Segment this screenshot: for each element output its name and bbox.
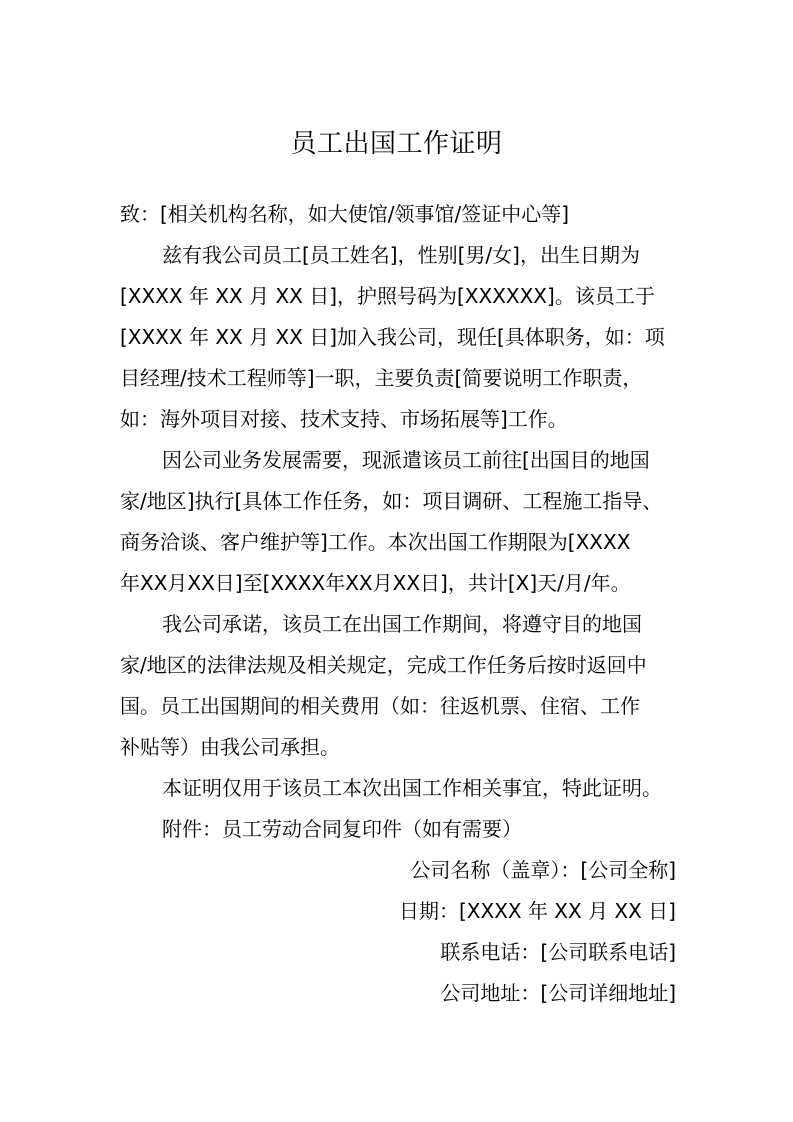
signature-block bbox=[120, 850, 676, 1014]
phone-line: 联系电话：[公司联系电话] bbox=[440, 940, 676, 964]
paragraph-line: 商务洽谈、客户维护等]工作。本次出国工作期限为[XXXX bbox=[120, 530, 631, 554]
paragraph-line: 如：海外项目对接、技术支持、市场拓展等]工作。 bbox=[120, 407, 568, 431]
paragraph-line: 兹有我公司员工[员工姓名]，性别[男/女]，出生日期为 bbox=[162, 243, 640, 267]
paragraph-line: 年XX月XX日]至[XXXX年XX月XX日]，共计[X]天/月/年。 bbox=[120, 571, 631, 595]
paragraph-employee-info bbox=[120, 235, 676, 440]
attachment-line: 附件：员工劳动合同复印件（如有需要） bbox=[162, 817, 522, 841]
paragraph-line: 补贴等）由我公司承担。 bbox=[120, 735, 340, 759]
paragraph-line: 家/地区的法律法规及相关规定，完成工作任务后按时返回中 bbox=[120, 653, 647, 677]
paragraph-line: 目经理/技术工程师等]一职，主要负责[简要说明工作职责， bbox=[120, 366, 643, 390]
date-line: 日期：[XXXX 年 XX 月 XX 日] bbox=[398, 899, 676, 923]
address-line: 公司地址：[公司详细地址] bbox=[440, 981, 676, 1005]
document-body bbox=[120, 194, 676, 1014]
paragraph-assignment bbox=[120, 440, 676, 604]
paragraph-line: [XXXX 年 XX 月 XX 日]加入我公司，现任[具体职务，如：项 bbox=[120, 325, 665, 349]
company-name-line: 公司名称（盖章）：[公司全称] bbox=[410, 858, 676, 882]
document-title: 员工出国工作证明 bbox=[290, 129, 503, 159]
paragraph-line: 因公司业务发展需要，现派遣该员工前往[出国目的地国 bbox=[162, 448, 650, 472]
statement-line: 本证明仅用于该员工本次出国工作相关事宜，特此证明。 bbox=[162, 776, 662, 800]
paragraph-commitment bbox=[120, 604, 676, 768]
paragraph-line: 国。员工出国期间的相关费用（如：往返机票、住宿、工作 bbox=[120, 694, 640, 718]
paragraph-line: [XXXX 年 XX 月 XX 日]，护照号码为[XXXXXX]。该员工于 bbox=[120, 284, 655, 308]
paragraph-line: 家/地区]执行[具体工作任务，如：项目调研、工程施工指导、 bbox=[120, 489, 663, 513]
addressee-line: 致：[相关机构名称，如大使馆/领事馆/签证中心等] bbox=[120, 202, 570, 226]
paragraph-line: 我公司承诺，该员工在出国工作期间，将遵守目的地国 bbox=[162, 612, 642, 636]
